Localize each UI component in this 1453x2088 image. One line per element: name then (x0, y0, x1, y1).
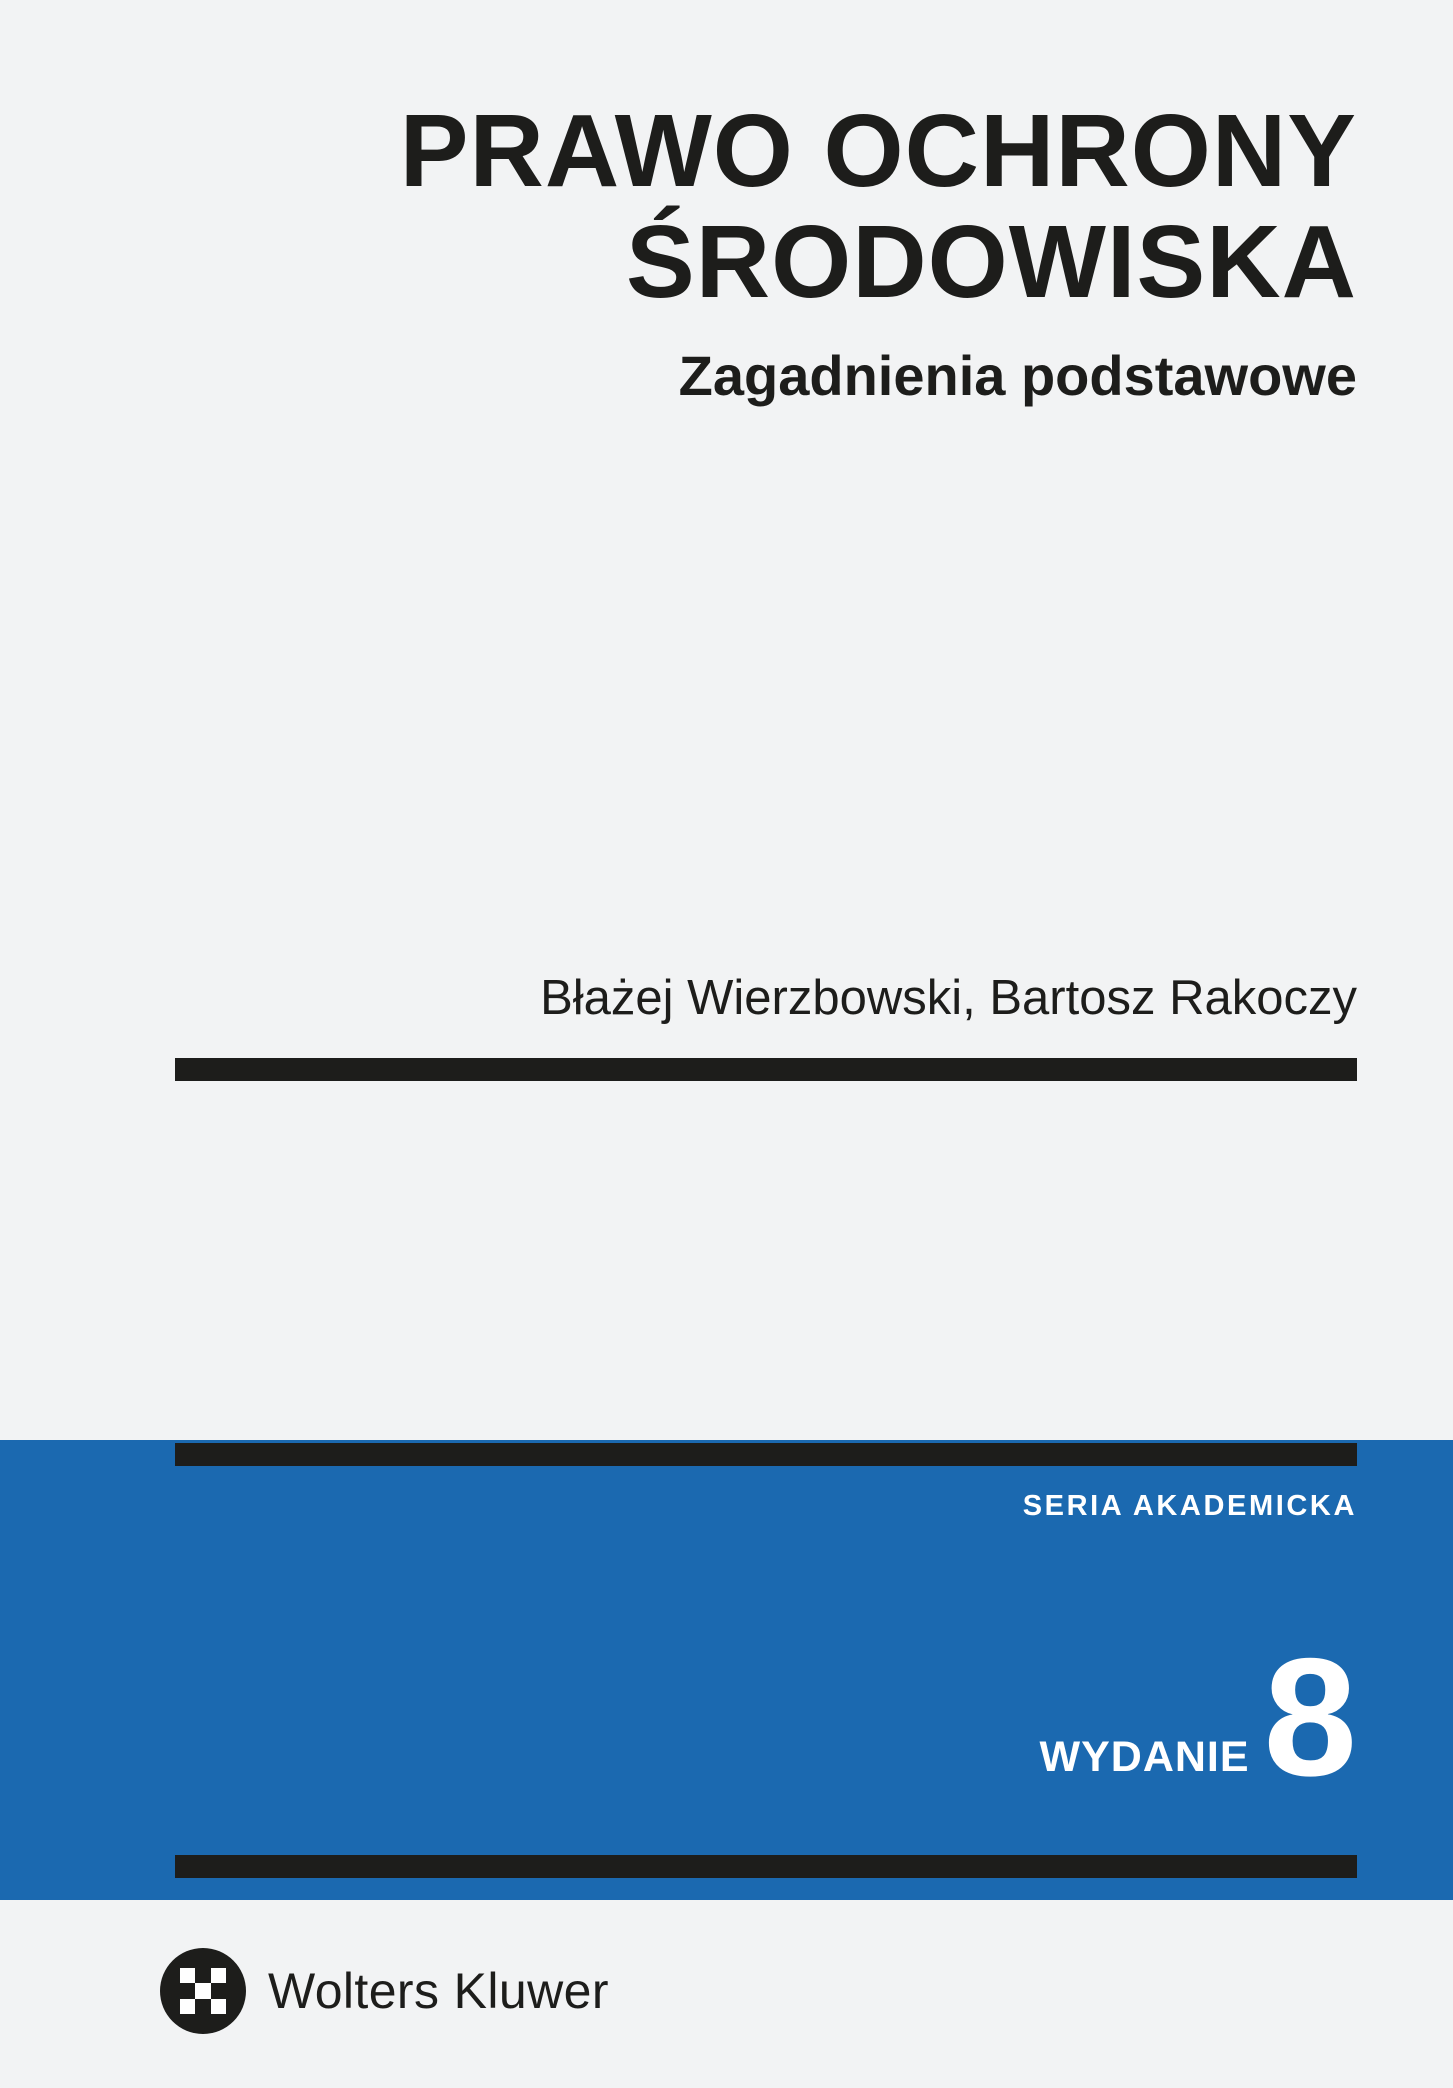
series-label: SERIA AKADEMICKA (1022, 1490, 1357, 1522)
divider-rule-middle (175, 1443, 1357, 1466)
publisher-name: Wolters Kluwer (268, 1963, 609, 2019)
subtitle: Zagadnienia podstawowe (678, 344, 1357, 408)
divider-rule-bottom (175, 1855, 1357, 1878)
edition-label: WYDANIE (1039, 1733, 1250, 1781)
edition-number: 8 (1263, 1623, 1357, 1811)
title-line-2: ŚRODOWISKA (626, 204, 1357, 320)
divider-rule-top (175, 1058, 1357, 1081)
publisher-logo (160, 1948, 609, 2034)
wolters-kluwer-logo-icon (160, 1948, 246, 2034)
page-title (0, 93, 1357, 320)
edition-block (1039, 1623, 1358, 1811)
title-line-1: PRAWO OCHRONY (399, 93, 1357, 208)
title-block (0, 95, 1357, 408)
authors: Błażej Wierzbowski, Bartosz Rakoczy (540, 971, 1357, 1025)
